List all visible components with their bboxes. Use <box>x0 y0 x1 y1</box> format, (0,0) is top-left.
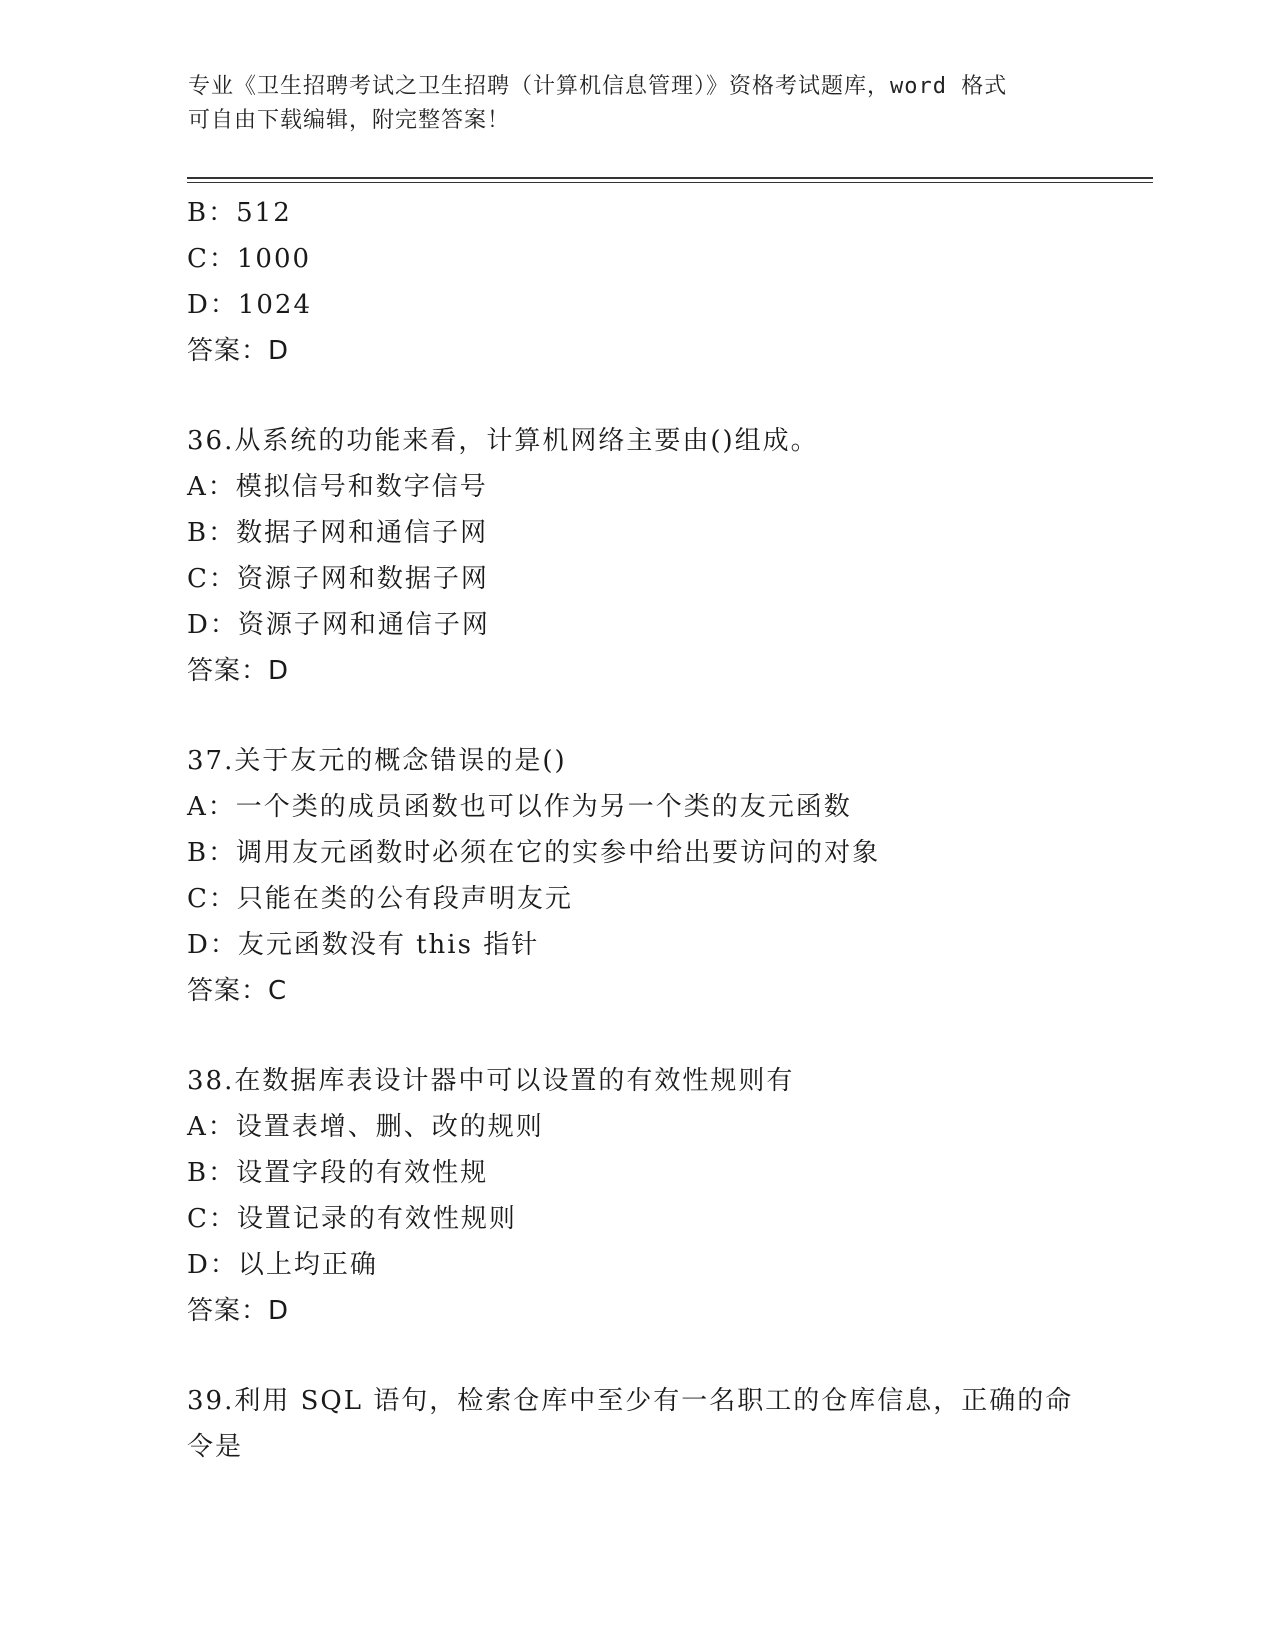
option-d: D：以上均正确 <box>187 1250 378 1280</box>
option-a: A：一个类的成员函数也可以作为另一个类的友元函数 <box>187 792 852 822</box>
question-text: 37.关于友元的概念错误的是() <box>187 746 567 776</box>
option-a: A：模拟信号和数字信号 <box>187 472 488 502</box>
option-b: B：设置字段的有效性规 <box>187 1158 489 1188</box>
option-b: B：数据子网和通信子网 <box>187 518 489 548</box>
header-divider-thin <box>187 182 1153 183</box>
option-a: A：设置表增、删、改的规则 <box>187 1112 544 1142</box>
question-36 <box>187 418 1147 694</box>
option-c: C：1000 <box>187 244 312 274</box>
answer: 答案：D <box>187 656 290 686</box>
question-37 <box>187 738 1147 1014</box>
option-c: C：设置记录的有效性规则 <box>187 1204 517 1234</box>
question-list <box>187 190 1147 1470</box>
answer: 答案：C <box>187 976 288 1006</box>
option-c: C：只能在类的公有段声明友元 <box>187 884 573 914</box>
option-d: D：资源子网和通信子网 <box>187 610 490 640</box>
option-b: B：512 <box>187 198 292 228</box>
header-line-1: 专业《卫生招聘考试之卫生招聘（计算机信息管理）》资格考试题库，word 格式 <box>188 74 1008 99</box>
header-divider-thick <box>187 177 1153 179</box>
question-39 <box>187 1378 1147 1470</box>
question-text: 36.从系统的功能来看，计算机网络主要由()组成。 <box>187 426 819 456</box>
question-text-line-1: 39.利用 SQL 语句，检索仓库中至少有一名职工的仓库信息，正确的命 <box>187 1386 1074 1416</box>
option-b: B：调用友元函数时必须在它的实参中给出要访问的对象 <box>187 838 881 868</box>
option-d: D：友元函数没有 this 指针 <box>187 930 540 960</box>
option-d: D：1024 <box>187 290 313 320</box>
answer: 答案：D <box>187 336 290 366</box>
answer: 答案：D <box>187 1296 290 1326</box>
question-text-line-2: 令是 <box>187 1432 244 1462</box>
option-c: C：资源子网和数据子网 <box>187 564 489 594</box>
question-38 <box>187 1058 1147 1334</box>
question-text: 38.在数据库表设计器中可以设置的有效性规则有 <box>187 1066 795 1096</box>
document-header <box>188 70 1078 138</box>
question-35-fragment <box>187 190 1147 374</box>
header-line-2: 可自由下载编辑，附完整答案！ <box>188 108 511 133</box>
